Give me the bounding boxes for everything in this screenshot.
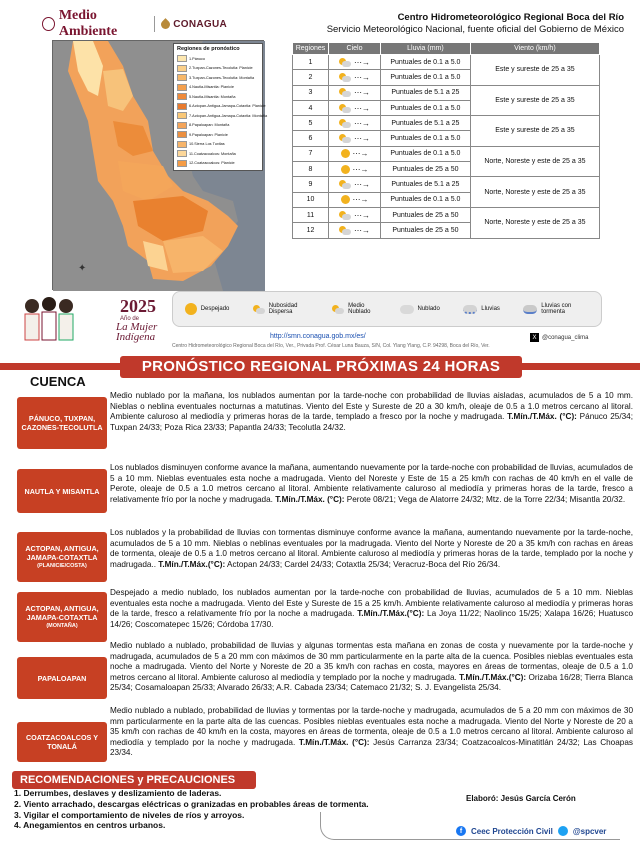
social-handle[interactable] xyxy=(530,333,588,342)
sky-cell xyxy=(329,162,381,177)
sky-cell xyxy=(329,131,381,146)
legend-label: 1.Pánuco xyxy=(189,56,206,61)
legend-swatch xyxy=(177,122,187,129)
wind-cell: Este y sureste de 25 a 35 xyxy=(470,55,599,86)
region-number: 6 xyxy=(293,131,329,146)
sky-legend-item xyxy=(332,303,376,315)
legend-label: 3.Tuxpan-Cazones-Tecolutla: Montaña xyxy=(189,75,255,80)
cloud-sun-icon xyxy=(339,58,351,67)
basin-name-text: PAPALOAPAN xyxy=(37,673,87,683)
rain-cell: Puntuales de 0.1 a 5.0 xyxy=(381,146,471,161)
recommendation-item: 2. Viento arrachado, descargas eléctricas o granizadas en probables áreas de tormenta. xyxy=(14,798,369,809)
wind-arrow-icon: ⋯→ xyxy=(354,57,370,67)
basin-text xyxy=(110,641,633,694)
author: Elaboró: Jesús García Cerón xyxy=(466,794,576,803)
badge-line1: Año de xyxy=(120,316,140,322)
rain-cell: Puntuales de 25 a 50 xyxy=(381,207,471,222)
map-legend-item xyxy=(177,121,259,131)
logos xyxy=(42,8,227,39)
legend-label: 9.Papaloapan: Planicie xyxy=(189,132,228,137)
footer-social xyxy=(456,826,606,836)
sky-cell xyxy=(329,70,381,85)
map-legend-item xyxy=(177,83,259,93)
sky-legend-label: Lluvias xyxy=(481,306,500,312)
rain-icon xyxy=(463,305,477,314)
basin-text xyxy=(110,588,633,630)
temps-values: Orizaba 16/28; Tierra Blanca 25/34; Cosamaloapan 25/33; Alvarado 26/33; A.R. Cabada 23/34; Catemaco 21/32; S. J. Evangelista 25/34. xyxy=(110,672,633,692)
temps-label: T.Mín./T.Máx.(°C): xyxy=(459,672,527,682)
sky-legend-item xyxy=(253,303,309,315)
basin-description: Medio nublado a nublado, probabilidad de lluvias y algunas tormentas esta mañana en zonas de costa y nuevamente por la tarde-noche y madrugada, acumulados de 5 a 20 mm con máximos de 30 mm particularmente en la parte alta de la cuenca. Posibles nieblas eventuales esta noche a madrugada. Viento del Norte y Noreste de 20 a 35 km/h con rachas en costa, mayores en áreas de tormentas, oleaje de 0.5 a 1.0 metros cercano al litoral. Ambiente caluroso al mediodía y templado por la noche y madrugada. xyxy=(110,641,633,682)
temps-values: Jesús Carranza 23/34; Coatzacoalcos-Minatitlán 24/32; Las Choapas 23/34. xyxy=(110,737,633,757)
cloud-sun-icon xyxy=(339,104,351,113)
temps-label: T.Mín./T.Máx. (°C): xyxy=(298,737,370,747)
basin-name-sub: (MONTAÑA) xyxy=(46,622,78,629)
legend-swatch xyxy=(177,141,187,148)
cloud-sun-icon xyxy=(339,73,351,82)
col-header-sky: Cielo xyxy=(329,43,381,55)
center-subtitle: Servicio Meteorológico Nacional, fuente oficial del Gobierno de México xyxy=(326,24,624,35)
legend-swatch xyxy=(177,93,187,100)
wind-cell: Este y sureste de 25 a 35 xyxy=(470,85,599,116)
temps-values: Pánuco 25/34; Tuxpan 24/33; Poza Rica 23/33; Papantla 24/33; Tecolutla 24/32. xyxy=(110,412,633,432)
recommendations-title: RECOMENDACIONES y PRECAUCIONES xyxy=(12,771,256,789)
forecast-row xyxy=(293,177,600,192)
basin-description: Medio nublado por la mañana, los nublados aumentan por la tarde-noche con probabilidad de lluvias aisladas, acumulados de 5 a 10 mm. Nieblas o neblina eventuales nocturnas a matutinas. Viento del Este y Sureste de 20 a 30 km/h, oleaje de 0.5 a 1.0 metros cercano al litoral. Ambiente caluroso al mediodía y primeras horas de la tarde, templado a fresco por la noche y madrugada. xyxy=(110,391,633,421)
legend-label: 7.Actopan-Antigua-Jamapa-Cotaxtla: Montaña xyxy=(189,113,268,118)
wind-arrow-icon: ⋯→ xyxy=(354,72,370,82)
sky-cell xyxy=(329,146,381,161)
wind-arrow-icon: ⋯→ xyxy=(354,103,370,113)
sky-cell xyxy=(329,192,381,207)
region-number: 3 xyxy=(293,85,329,100)
rain-cell: Puntuales de 0.1 a 5.0 xyxy=(381,192,471,207)
x-logo-icon: X xyxy=(530,333,539,342)
rain-cell: Puntuales de 5.1 a 25 xyxy=(381,177,471,192)
sun-icon xyxy=(341,195,350,204)
temps-label: T.Mín./T.Máx.(°C): xyxy=(158,559,226,569)
basin-text xyxy=(110,391,633,433)
legend-swatch xyxy=(177,55,187,62)
sky-legend-item xyxy=(185,303,230,315)
badge-year: 2025 xyxy=(120,296,156,316)
map-legend-item xyxy=(177,92,259,102)
recommendation-item: 3. Vigilar el comportamiento de niveles de ríos y arroyos. xyxy=(14,809,245,820)
wind-cell: Norte, Noreste y este de 25 a 35 xyxy=(470,146,599,177)
wind-cell: Este y sureste de 25 a 35 xyxy=(470,116,599,147)
sky-cell xyxy=(329,177,381,192)
year-badge xyxy=(20,292,170,344)
facebook-handle[interactable]: Ceec Protección Civil xyxy=(471,826,553,836)
map-legend-title: Regiones de pronóstico xyxy=(177,46,240,52)
map-legend xyxy=(173,43,268,171)
legend-label: 6.Actopan-Antigua-Jamapa-Cotaxtla: Planicie xyxy=(189,104,266,109)
forecast-row xyxy=(293,146,600,161)
cloud-sun-icon xyxy=(332,305,344,314)
basin-description: Los nublados y la probabilidad de lluvias con tormentas disminuye conforme avance la mañana, aumentando nuevamente por la tarde-noche, acumulados de 5 a 10 mm. Nieblas o neblinas eventuales por la madrugada. Viento del Norte y Noreste de 20 a 35 km/h con rachas en áreas de tormenta, oleaje de 0.5 a 1.0 metros cercano al litoral. Ambiente caluroso al mediodía y primeras horas de la tarde, templado por la noche y madrugada.. xyxy=(110,528,633,569)
temps-label: T.Mín./T.Máx. (°C): xyxy=(275,494,345,504)
region-number: 2 xyxy=(293,70,329,85)
map-legend-item xyxy=(177,130,259,140)
map-legend-item xyxy=(177,111,268,121)
storm-icon xyxy=(523,305,537,314)
wind-cell: Norte, Noreste y este de 25 a 35 xyxy=(470,177,599,208)
legend-swatch xyxy=(177,84,187,91)
rain-cell: Puntuales de 5.1 a 25 xyxy=(381,85,471,100)
sky-legend-item xyxy=(400,305,440,314)
section-banner: PRONÓSTICO REGIONAL PRÓXIMAS 24 HORAS xyxy=(120,356,522,378)
cloud-icon xyxy=(400,305,414,314)
recommendations-list xyxy=(14,788,369,831)
logo-divider xyxy=(154,16,155,32)
legend-label: 5.Nautla-Misantla: Montaña xyxy=(189,94,236,99)
map-legend-item xyxy=(177,140,259,150)
map-legend-item xyxy=(177,102,266,112)
conagua-logo xyxy=(161,19,227,30)
basin-name-text: ACTOPAN, ANTIGUA, JAMAPA-COTAXTLA xyxy=(25,603,99,622)
region-number: 9 xyxy=(293,177,329,192)
basin-name xyxy=(17,532,107,582)
col-header-regions: Regiones xyxy=(293,43,329,55)
logo-text: Medio Ambiente xyxy=(58,8,118,39)
wind-arrow-icon: ⋯→ xyxy=(354,210,370,220)
recommendation-item: 1. Derrumbes, deslaves y deslizamiento de laderas. xyxy=(14,788,222,798)
wind-arrow-icon: ⋯→ xyxy=(352,164,369,174)
basin-name xyxy=(17,722,107,762)
basin-description: Los nublados disminuyen conforme avance la mañana, aumentando nuevamente por la tarde-noche con probabilidad de lluvias, acumulados de 5 a 10 mm. Nieblas eventuales esta noche a madrugada. Viento del Noreste y Este de 15 a 25 km/h con rachas de 40 km/h en el valle de Perote, oleaje de 0.5 a 1.0 metros cercano al litoral. Ambiente relativamente caluroso al mediodía y primeras horas de la tarde, fresco a relativamente frío por la noche y madrugada. xyxy=(110,463,633,504)
sky-cell xyxy=(329,85,381,100)
cloud-sun-icon xyxy=(339,211,351,220)
cloud-sun-icon xyxy=(339,88,351,97)
sky-legend-label: Nubosidad Dispersa xyxy=(268,303,298,315)
legend-swatch xyxy=(177,150,187,157)
rain-cell: Puntuales de 5.1 a 25 xyxy=(381,116,471,131)
cloud-sun-icon xyxy=(339,134,351,143)
sky-legend-item xyxy=(463,305,500,314)
temps-values: Perote 08/21; Vega de Alatorre 24/32; Mtz. de la Torre 22/34; Misantla 20/32. xyxy=(344,494,626,504)
temps-values: Actopan 24/33; Cardel 24/33; Cotaxtla 25/34; Veracruz-Boca del Río 26/34. xyxy=(225,559,501,569)
legend-label: 4.Nautla-Misantla: Planicie xyxy=(189,85,234,90)
legend-swatch xyxy=(177,160,187,167)
basin-name-text: NAUTLA Y MISANTLA xyxy=(24,486,100,496)
medio-ambiente-logo xyxy=(42,8,148,40)
cloud-sun-icon xyxy=(339,226,351,235)
wind-arrow-icon: ⋯→ xyxy=(354,225,370,235)
legend-label: 11.Coatzacoalcos: Montaña xyxy=(189,151,236,156)
col-header-wind: Viento (km/h) xyxy=(470,43,599,55)
website-link[interactable]: http://smn.conagua.gob.mx/es/ xyxy=(270,333,366,340)
forecast-row xyxy=(293,116,600,131)
legend-swatch xyxy=(177,103,187,110)
region-number: 5 xyxy=(293,116,329,131)
region-number: 4 xyxy=(293,100,329,115)
address: Centro Hidrometeorológico Regional Boca del Río, Ver., Privada Prof. César Luna Bauza, S/N, Col. Ylang Ylang, C.P. 94298, Boca del Río, Ver. xyxy=(172,343,490,349)
map-legend-item xyxy=(177,64,259,74)
sun-icon xyxy=(185,303,197,315)
wind-arrow-icon: ⋯→ xyxy=(352,149,369,159)
svg-text:✦: ✦ xyxy=(78,263,87,274)
seal-icon xyxy=(42,17,55,31)
temps-values: La Joya 11/22; Naolinco 15/25; Xalapa 16/26; Huatusco 14/26; Coscomatepec 15/26; Córdoba 17/30. xyxy=(110,609,633,629)
rain-cell: Puntuales de 0.1 a 5.0 xyxy=(381,131,471,146)
map-legend-item xyxy=(177,159,259,169)
temps-label: T.Mín./T.Máx. (°C): xyxy=(507,412,577,421)
sky-cell xyxy=(329,100,381,115)
sky-cell xyxy=(329,223,381,238)
region-number: 8 xyxy=(293,162,329,177)
cuenca-title: CUENCA xyxy=(30,374,86,389)
legend-swatch xyxy=(177,112,187,119)
women-illustration-icon xyxy=(20,294,78,342)
forecast-row xyxy=(293,207,600,222)
basin-name xyxy=(17,592,107,642)
wind-arrow-icon: ⋯→ xyxy=(352,195,369,205)
basin-description: Medio nublado a nublado, probabilidad de lluvias y tormentas por la tarde-noche y madrugada, acumulados de 5 a 20 mm con máximos de 30 mm particularmente en la parte alta de las cuencas. Posibles nieblas eventuales esta noche a madrugada. Viento del Norte y Noreste de 20 a 35 km/h con rachas de 40 km/h en la costa, mayores en áreas de tormenta, oleaje de 0.5 a 1.0 metros cercano al litoral. Ambiente caluroso al mediodía y templado por la noche y madrugada. xyxy=(110,706,633,747)
center-title: Centro Hidrometeorológico Regional Boca del Río xyxy=(397,12,624,23)
sky-cell xyxy=(329,55,381,70)
basin-text xyxy=(110,706,633,759)
basin-name xyxy=(17,397,107,449)
header-titles xyxy=(324,12,624,36)
water-drop-icon xyxy=(159,18,172,31)
legend-label: 12.Coatzacoalcos: Planicie xyxy=(189,161,235,166)
cloud-sun-icon xyxy=(253,305,265,314)
sky-legend-label: Lluvias con tormenta xyxy=(541,303,572,315)
sun-icon xyxy=(341,165,350,174)
sky-legend-label: Despejado xyxy=(200,306,230,312)
legend-label: 8.Papaloapan: Montaña xyxy=(189,123,230,128)
rain-cell: Puntuales de 25 a 50 xyxy=(381,162,471,177)
basin-name-text: ACTOPAN, ANTIGUA, JAMAPA-COTAXTLA xyxy=(25,543,99,562)
legend-swatch xyxy=(177,131,187,138)
sky-legend-label: Nublado xyxy=(417,306,440,312)
wind-arrow-icon: ⋯→ xyxy=(354,118,370,128)
region-number: 7 xyxy=(293,146,329,161)
map-legend-item xyxy=(177,149,259,159)
conagua-text: CONAGUA xyxy=(173,18,227,30)
basin-text xyxy=(110,528,633,570)
rain-cell: Puntuales de 0.1 a 5.0 xyxy=(381,70,471,85)
wind-arrow-icon: ⋯→ xyxy=(354,88,370,98)
map-legend-item xyxy=(177,73,259,83)
facebook-icon[interactable]: f xyxy=(456,826,466,836)
sun-icon xyxy=(341,149,350,158)
sky-legend-item xyxy=(523,303,589,315)
forecast-table xyxy=(292,42,600,239)
sky-legend xyxy=(172,291,602,327)
map-legend-item xyxy=(177,54,259,64)
wind-cell: Norte, Noreste y este de 25 a 35 xyxy=(470,207,599,238)
basin-name-text: PÁNUCO, TUXPAN, CAZONES-TECOLUTLA xyxy=(21,414,103,432)
col-header-rain: Lluvia (mm) xyxy=(381,43,471,55)
cloud-sun-icon xyxy=(339,180,351,189)
temps-label: T.Mín./T.Máx.(°C): xyxy=(357,609,425,618)
sky-cell xyxy=(329,116,381,131)
social-handle-text: @conagua_clima xyxy=(542,334,589,341)
basin-description: Despejado a medio nublado, los nublados aumentan por la tarde-noche con probabilidad de lluvias, acumulados de 5 a 10 mm. Nieblas eventuales esta noche a madrugada. Viento del Este y Sureste de 15 a 25 km/h. Ambiente relativamente caluroso al mediodía y primeras horas de la tarde, fresco a relativamente frío por la noche a madrugada. xyxy=(110,588,633,618)
legend-swatch xyxy=(177,74,187,81)
region-number: 12 xyxy=(293,223,329,238)
badge-line2: La Mujer Indígena xyxy=(116,321,158,343)
rain-cell: Puntuales de 0.1 a 5.0 xyxy=(381,55,471,70)
legend-label: 2.Tuxpan-Cazones-Tecolutla: Planicie xyxy=(189,66,253,71)
recommendation-item: 4. Anegamientos en centros urbanos. xyxy=(14,820,166,831)
legend-swatch xyxy=(177,65,187,72)
regions-map xyxy=(52,40,268,290)
basin-name xyxy=(17,469,107,513)
forecast-row xyxy=(293,55,600,70)
region-number: 11 xyxy=(293,207,329,222)
wind-arrow-icon: ⋯→ xyxy=(354,134,370,144)
forecast-row xyxy=(293,85,600,100)
basin-text xyxy=(110,463,633,505)
region-number: 1 xyxy=(293,55,329,70)
basin-name xyxy=(17,657,107,699)
basin-name-text: COATZACOALCOS Y TONALÁ xyxy=(25,733,98,751)
twitter-icon[interactable] xyxy=(558,826,568,836)
region-number: 10 xyxy=(293,192,329,207)
rain-cell: Puntuales de 25 a 50 xyxy=(381,223,471,238)
sky-legend-label: Medio Nublado xyxy=(348,303,371,315)
rain-cell: Puntuales de 0.1 a 5.0 xyxy=(381,100,471,115)
cloud-sun-icon xyxy=(339,119,351,128)
legend-label: 10.Sierra Los Tuxtlas xyxy=(189,142,225,147)
basin-name-sub: (PLANICIE/COSTA) xyxy=(37,562,87,569)
wind-arrow-icon: ⋯→ xyxy=(354,180,370,190)
sky-cell xyxy=(329,207,381,222)
twitter-handle[interactable]: @spcver xyxy=(572,826,607,836)
